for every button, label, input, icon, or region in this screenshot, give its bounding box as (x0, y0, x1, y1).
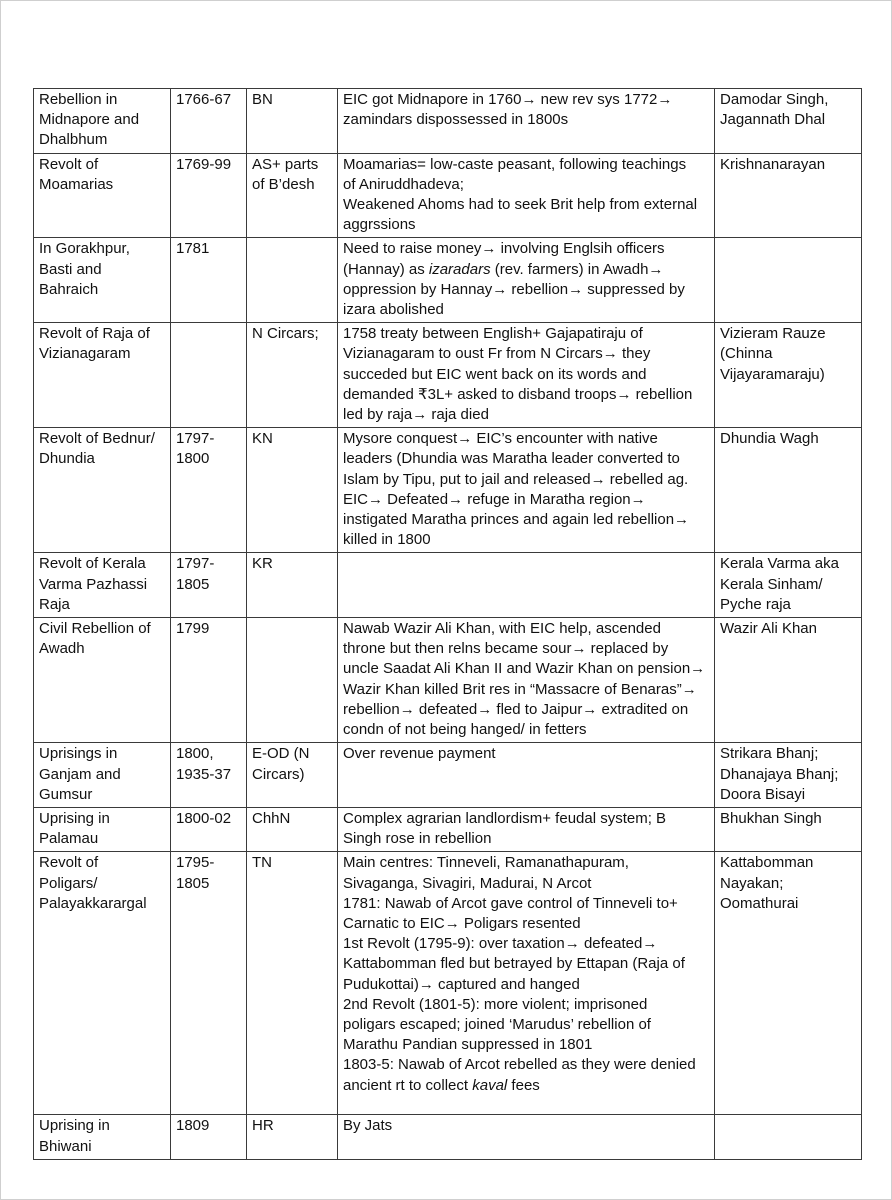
leaders-cell: Strikara Bhanj; Dhanajaya Bhanj; Doora Bisayi (715, 743, 862, 808)
leaders-cell (715, 238, 862, 323)
details-cell (338, 618, 715, 743)
details-cell (338, 323, 715, 428)
table-row (34, 553, 862, 618)
leaders-cell: Wazir Ali Khan (715, 618, 862, 743)
table-body (34, 89, 862, 1160)
period-cell: 1799 (171, 618, 247, 743)
details-cell (338, 153, 715, 238)
event-cell: Rebellion in Midnapore and Dhalbhum (34, 89, 171, 154)
event-cell: Revolt of Moamarias (34, 153, 171, 238)
period-cell (171, 323, 247, 428)
leaders-cell: Damodar Singh, Jagannath Dhal (715, 89, 862, 154)
details-text: By Jats (343, 1117, 393, 1135)
table-row (34, 238, 862, 323)
region-cell: TN (247, 852, 338, 1115)
region-cell: E-OD (N Circars) (247, 743, 338, 808)
details-text: EIC got Midnapore in 1760→ new rev sys 1772→ zamindars dispossessed in 1800s (343, 91, 673, 129)
details-cell (338, 807, 715, 851)
details-cell (338, 852, 715, 1115)
period-cell: 1769-99 (171, 153, 247, 238)
table-row (34, 89, 862, 154)
details-cell (338, 743, 715, 808)
period-cell: 1800, 1935-37 (171, 743, 247, 808)
region-cell: AS+ parts of B’desh (247, 153, 338, 238)
leaders-cell: Kattabomman Nayakan; Oomathurai (715, 852, 862, 1115)
rebellions-table (33, 88, 862, 1160)
italic-term: izaradars (428, 260, 491, 278)
leaders-cell: Bhukhan Singh (715, 807, 862, 851)
event-cell: Revolt of Kerala Varma Pazhassi Raja (34, 553, 171, 618)
italic-term: kaval (472, 1076, 508, 1094)
table-row (34, 428, 862, 553)
table-row (34, 1115, 862, 1159)
details-cell (338, 428, 715, 553)
details-text: Main centres: Tinneveli, Ramanathapuram, Sivaganga, Sivagiri, Madurai, N Arcot 1781: Nawab of Arcot gave control of Tinneveli to+ Carnatic to EIC→ Poligars resented 1st Revolt (1795-9): over taxation→ defeated→ Kattabomman fled but betrayed by Ettapan (Raja of Pudukottai)→ captured and hanged 2nd Revolt (1801-5): more violent; imprisoned poligars escaped; joined ‘Marudus’ rebellion of Marathu Pandian suppressed in 1801 1803-5: Nawab of Arcot rebelled as they were denied ancient rt to collect (343, 854, 696, 1094)
table-row (34, 852, 862, 1115)
leaders-cell: Krishnanarayan (715, 153, 862, 238)
table-row (34, 153, 862, 238)
details-text: Over revenue payment (343, 745, 496, 763)
leaders-cell: Kerala Varma aka Kerala Sinham/ Pyche raja (715, 553, 862, 618)
details-text: Complex agrarian landlordism+ feudal system; B Singh rose in rebellion (343, 809, 667, 848)
details-text: Need to raise money→ involving Englsih officers (Hannay) as (343, 240, 665, 278)
region-cell (247, 238, 338, 323)
table-row (34, 323, 862, 428)
event-cell: Civil Rebellion of Awadh (34, 618, 171, 743)
event-cell: Uprising in Palamau (34, 807, 171, 851)
period-cell: 1795- 1805 (171, 852, 247, 1115)
region-cell: BN (247, 89, 338, 154)
details-text: fees (507, 1076, 540, 1094)
event-cell: Uprisings in Ganjam and Gumsur (34, 743, 171, 808)
region-cell (247, 618, 338, 743)
region-cell: KN (247, 428, 338, 553)
period-cell: 1809 (171, 1115, 247, 1159)
details-text: Nawab Wazir Ali Khan, with EIC help, ascended throne but then relns became sour→ replaced by uncle Saadat Ali Khan II and Wazir Khan on pension→ Wazir Khan killed Brit res in “Massacre of Benaras”→ rebellion→ defeated→ fled to Jaipur→ extradited on condn of not being hanged/ in fetters (343, 620, 706, 739)
period-cell: 1797- 1800 (171, 428, 247, 553)
period-cell: 1766-67 (171, 89, 247, 154)
region-cell: KR (247, 553, 338, 618)
table-row (34, 743, 862, 808)
event-cell: Revolt of Poligars/ Palayakkarargal (34, 852, 171, 1115)
table-row (34, 807, 862, 851)
period-cell: 1781 (171, 238, 247, 323)
details-text: Moamarias= low-caste peasant, following teachings of Aniruddhadeva; Weakened Ahoms had to seek Brit help from external aggrssions (343, 155, 698, 234)
details-cell (338, 238, 715, 323)
leaders-cell: Dhundia Wagh (715, 428, 862, 553)
event-cell: Uprising in Bhiwani (34, 1115, 171, 1159)
event-cell: In Gorakhpur, Basti and Bahraich (34, 238, 171, 323)
event-cell: Revolt of Bednur/ Dhundia (34, 428, 171, 553)
details-cell (338, 89, 715, 154)
leaders-cell (715, 1115, 862, 1159)
details-cell (338, 1115, 715, 1159)
details-text: 1758 treaty between English+ Gajapatiraju of Vizianagaram to oust Fr from N Circars→ they succeded but EIC went back on its words and demanded ₹3L+ asked to disband troops→ rebellion led by raja→ raja died (343, 325, 693, 424)
details-cell (338, 553, 715, 618)
region-cell: HR (247, 1115, 338, 1159)
event-cell: Revolt of Raja of Vizianagaram (34, 323, 171, 428)
details-text: (rev. farmers) in Awadh→ oppression by Hannay→ rebellion→ suppressed by izara abolished (343, 260, 685, 319)
details-text: Mysore conquest→ EIC’s encounter with native leaders (Dhundia was Maratha leader converted to Islam by Tipu, put to jail and released→ rebelled ag. EIC→ Defeated→ refuge in Maratha region→ instigated Maratha princes and again led rebellion→ killed in 1800 (343, 430, 690, 549)
period-cell: 1797- 1805 (171, 553, 247, 618)
region-cell: N Circars; (247, 323, 338, 428)
leaders-cell: Vizieram Rauze (Chinna Vijayaramaraju) (715, 323, 862, 428)
table-row (34, 618, 862, 743)
region-cell: ChhN (247, 807, 338, 851)
period-cell: 1800-02 (171, 807, 247, 851)
